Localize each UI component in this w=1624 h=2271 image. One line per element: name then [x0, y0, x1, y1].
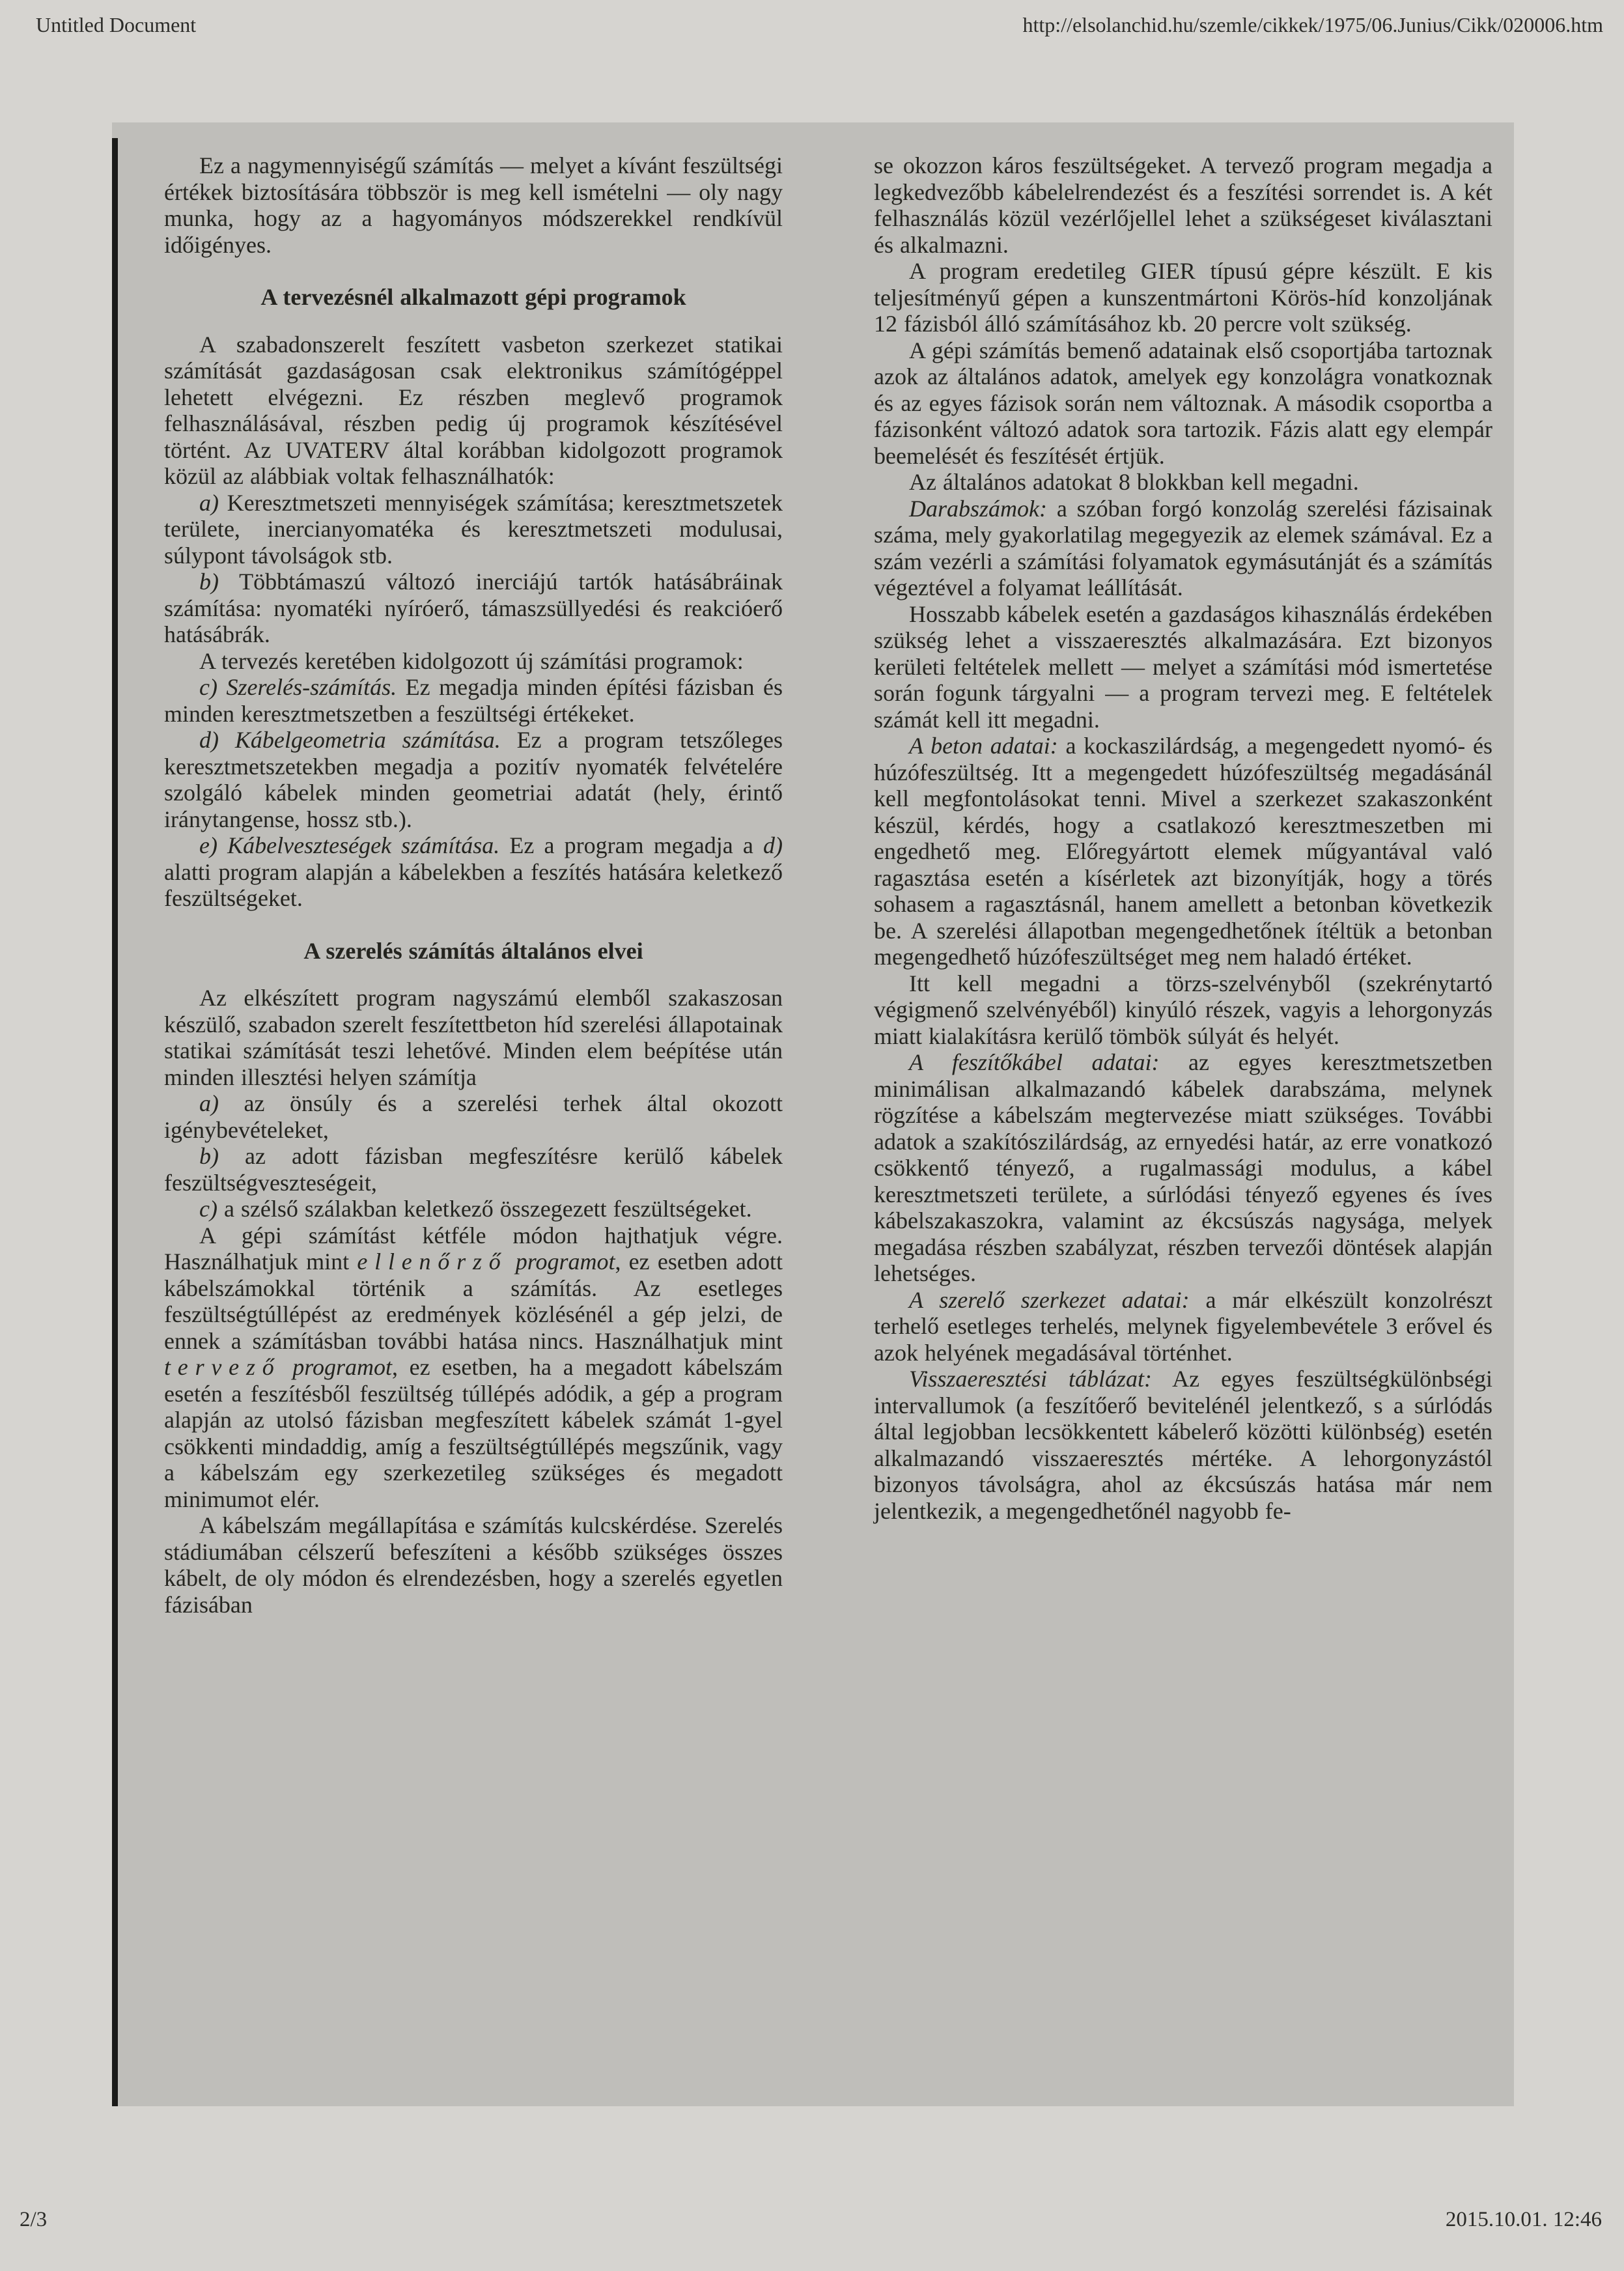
paragraph: A beton adatai: a kockaszilárdság, a megengedett nyomó- és húzófeszültség. Itt a megengedett húzófeszültség megadásánál kell megfontolásokat tenni. Mivel a szerkezet szakaszonként készül, kérdés, hogy a csatlakozó keresztmeszetben mi engedhető meg. Előregyártott elemek műgyantával való ragasztása esetén a kísérletek azt bizonyítják, hogy a törés sohasem a ragasztásnál, hanem amellett a betonban következik be. A szerelési állapotban megengedhetőnek ítéltük a betonban megengedhető húzófeszültséget meg nem haladó értéket. [874, 733, 1492, 970]
two-column-layout [164, 152, 1494, 1618]
paragraph: e) Kábelveszteségek számítása. Ez a program megadja a d) alatti program alapján a kábelekben a feszítés hatására keletkező feszültségeket. [164, 832, 783, 911]
paragraph: A szerelő szerkezet adatai: a már elkészült konzolrészt terhelő esetleges terhelés, melynek figyelembevétele 3 erővel és azok helyének megadásával történhet. [874, 1286, 1492, 1366]
paragraph: Az általános adatokat 8 blokkban kell megadni. [909, 469, 1359, 495]
paragraph: Visszaeresztési táblázat: Az egyes feszültségkülönbségi intervallumok (a feszítőerő bevitelénél jelentkező, s a súrlódás által legjobban lecsökkentett kábelerő közötti különbség) esetén alkalmazandó visszaeresztés mértéke. A lehorgonyzástól bizonyos távolságra, ahol az ékcsúszás hatása már nem jelentkezik, a megengedhetőnél nagyobb fe- [874, 1366, 1492, 1524]
paragraph: A tervezés keretében kidolgozott új számítási programok: [199, 647, 744, 674]
paragraph: se okozzon káros feszültségeket. A tervező program megadja a legkedvezőbb kábelelrendezést és a feszítési sorrendet is. A két felhasználás közül vezérlőjellel lehet a szükségeset kiválasztani és alkalmazni. [874, 152, 1492, 258]
print-footer-datetime: 2015.10.01. 12:46 [1445, 2208, 1602, 2231]
print-footer-page-number: 2/3 [20, 2208, 48, 2231]
paragraph: A gépi számítást kétféle módon hajthatjuk végre. Használhatjuk mint ellenőrző programot, ez esetben adott kábelszámokkal történik a számítás. Az esetleges feszültségtúllépést az eredmények közlésénél a gép jelzi, de ennek a számításban további hatása nincs. Használhatjuk mint tervező programot, ez esetben, ha a megadott kábelszám esetén a feszítésből feszültség túllépés adódik, a gép a program alapján az utolsó fázisban megfeszített kábelek számát 1-gyel csökkenti mindaddig, amíg a feszültségtúllépés megszűnik, vagy a kábelszám egy szerkezetileg szükséges és megadott minimumot elér. [164, 1222, 783, 1512]
paragraph: A feszítőkábel adatai: az egyes keresztmetszetben minimálisan alkalmazandó kábelek darabszáma, melynek rögzítése a kábelszám megtervezése miatt szükséges. További adatok a szakítószilárdság, az ernyedési határ, az erre vonatkozó csökkentő tényező, a rugalmassági modulus, a kábel keresztmetszeti területe, a súrlódási tényező egyenes és íves kábelszakaszokra, valamint az ékcsúszás nagysága, melyek megadása részben szabályzat, részben tervezői döntések alapján lehetséges. [874, 1049, 1493, 1286]
paragraph: Hosszabb kábelek esetén a gazdaságos kihasználás érdekében szükség lehet a visszaeresztés alkalmazására. Ezt bizonyos kerületi feltételek mellett — melyet a számítási mód ismertetése során fogunk tárgyalni — a program tervezi meg. E feltételek számát kell itt megadni. [874, 600, 1492, 733]
paragraph: Ez a nagymennyiségű számítás — melyet a kívánt feszültségi értékek biztosítására többször is meg kell ismételni — oly nagy munka, hogy az a hagyományos módszerekkel rendkívül időigényes. [164, 152, 783, 258]
paragraph: A kábelszám megállapítása e számítás kulcskérdése. Szerelés stádiumában célszerű befeszíteni a később szükséges összes kábelt, de oly módon és elrendezésben, hogy a szerelés egyetlen fázisában [164, 1512, 783, 1618]
section-heading: A szerelés számítás általános elvei [303, 937, 643, 964]
print-header-document-title: Untitled Document [36, 13, 197, 36]
paragraph: A szabadonszerelt feszített vasbeton szerkezet statikai számítását gazdaságosan csak elektronikus számítógéppel lehetett elvégezni. Ez részben meglevő programok felhasználásával, részben pedig új programok készítésével történt. Az UVATERV által korábban kidolgozott programok közül az alábbiak voltak felhasználhatók: [164, 331, 783, 489]
paragraph: c) a szélső szálakban keletkező összegezett feszültségeket. [199, 1196, 752, 1222]
print-header-url: http://elsolanchid.hu/szemle/cikkek/1975/06.Junius/Cikk/020006.htm [1022, 13, 1603, 36]
right-column [874, 152, 1492, 1618]
paragraph: b) az adott fázisban megfeszítésre kerülő kábelek feszültségveszteségeit, [164, 1143, 783, 1196]
paragraph: a) az önsúly és a szerelési terhek által okozott igénybevételeket, [164, 1090, 783, 1143]
left-column [164, 152, 783, 1618]
section-heading: A tervezésnél alkalmazott gépi programok [260, 284, 686, 310]
paragraph: Darabszámok: a szóban forgó konzolág szerelési fázisainak száma, mely gyakorlatilag megegyezik az elemek számával. Ez a szám vezérli a számítási folyamatok egymásutánját és a számítás végeztével a folyamat leállítását. [874, 495, 1492, 600]
paragraph: A gépi számítás bemenő adatainak első csoportjába tartoznak azok az általános adatok, amelyek egy konzolágra vonatkoznak és az egyes fázisok során nem változnak. A második csoportba a fázisonként változó adatok sora tartozik. Fázis alatt egy elempár beemelését és feszítését értjük. [874, 337, 1492, 469]
scanned-article-page [112, 122, 1514, 2106]
paragraph: Itt kell megadni a törzs-szelvényből (szekrénytartó végigmenő szelvényéből) kinyúló részek, vagyis a lehorgonyzás miatt kialakításra kerülő tömbök súlyát és helyét. [874, 970, 1492, 1049]
paragraph: A program eredetileg GIER típusú gépre készült. E kis teljesítményű gépen a kunszentmártoni Körös-híd konzoljának 12 fázisból álló számításához kb. 20 percre volt szükség. [874, 258, 1492, 337]
paragraph: d) Kábelgeometria számítása. Ez a program tetszőleges keresztmetszetekben megadja a pozitív nyomaték felvételére szolgáló kábelek minden geometriai adatát (hely, érintő iránytangense, hossz stb.). [164, 727, 783, 832]
paragraph: c) Szerelés-számítás. Ez megadja minden építési fázisban és minden keresztmetszetben a feszültségi értékeket. [164, 674, 783, 727]
paragraph: a) Keresztmetszeti mennyiségek számítása; keresztmetszetek területe, inercianyomatéka és keresztmetszeti modulusai, súlypont távolságok stb. [164, 489, 783, 569]
scan-edge-shadow [112, 138, 118, 2106]
paragraph: b) Többtámaszú változó inerciájú tartók hatásábráinak számítása: nyomatéki nyíróerő, támaszsüllyedési és reakcióerő hatásábrák. [164, 569, 783, 647]
paragraph: Az elkészített program nagyszámú elemből szakaszosan készülő, szabadon szerelt feszítettbeton híd szerelési állapotainak statikai számítását teszi lehetővé. Minden elem beépítése után minden illesztési helyen számítja [164, 985, 783, 1090]
